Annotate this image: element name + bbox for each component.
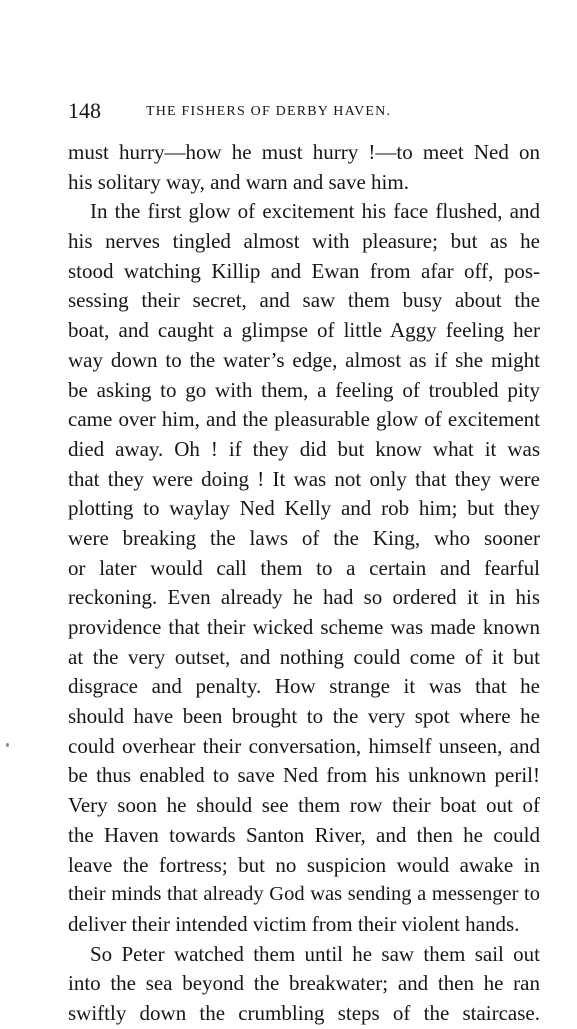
body-text — [68, 138, 540, 1029]
text-line: his solitary way, and warn and save him. — [68, 169, 409, 194]
paper-speck — [6, 743, 9, 747]
text-line: In the first glow of excitement his face flushed, and — [90, 199, 540, 224]
text-line: leave the fortress; but no suspicion would awake in — [68, 852, 540, 877]
text-line: So Peter watched them until he saw them sail out — [90, 941, 540, 966]
text-line: sessing their secret, and saw them busy about the — [68, 288, 540, 313]
text-line: reckoning. Even already he had so ordered it in his — [68, 585, 540, 610]
text-line: disgrace and penalty. How strange it was that he — [68, 674, 540, 699]
text-line: Very soon he should see them row their boat out of — [68, 793, 540, 818]
text-line: or later would call them to a certain and fearful — [68, 555, 540, 580]
text-line: were breaking the laws of the King, who sooner — [68, 525, 540, 550]
text-line: could overhear their conversation, himself unseen, and — [68, 733, 540, 758]
text-line: providence that their wicked scheme was made known — [68, 615, 540, 639]
text-line: deliver their intended victim from their violent hands. — [68, 911, 520, 936]
text-line: swiftly down the crumbling steps of the staircase. — [68, 1000, 540, 1025]
text-line: the Haven towards Santon River, and then he could — [68, 822, 540, 847]
text-line: be asking to go with them, a feeling of troubled pity — [68, 377, 540, 402]
text-line: at the very outset, and nothing could come of it but — [68, 644, 540, 669]
text-line: their minds that already God was sending a messenger to — [68, 883, 540, 906]
text-line: that they were doing ! It was not only that they were — [68, 466, 540, 491]
text-line: into the sea beyond the breakwater; and then he ran — [68, 971, 540, 996]
text-line: be thus enabled to save Ned from his unknown peril! — [68, 763, 540, 788]
text-line: stood watching Killip and Ewan from afar off, pos- — [68, 258, 540, 283]
text-line: died away. Oh ! if they did but know what it was — [68, 436, 540, 461]
text-line: boat, and caught a glimpse of little Aggy feeling her — [68, 318, 540, 343]
running-title: THE FISHERS OF DERBY HAVEN. — [146, 104, 392, 119]
text-line: plotting to waylay Ned Kelly and rob him; but they — [68, 496, 540, 521]
text-line: should have been brought to the very spot where he — [68, 704, 540, 729]
page-header — [68, 96, 540, 126]
text-line: his nerves tingled almost with pleasure; but as he — [68, 229, 540, 254]
page-number: 148 — [68, 98, 101, 123]
text-line: must hurry—how he must hurry !—to meet Ned on — [68, 140, 540, 164]
text-line: way down to the water’s edge, almost as if she might — [68, 347, 540, 372]
text-line: came over him, and the pleasurable glow of excitement — [68, 407, 540, 432]
